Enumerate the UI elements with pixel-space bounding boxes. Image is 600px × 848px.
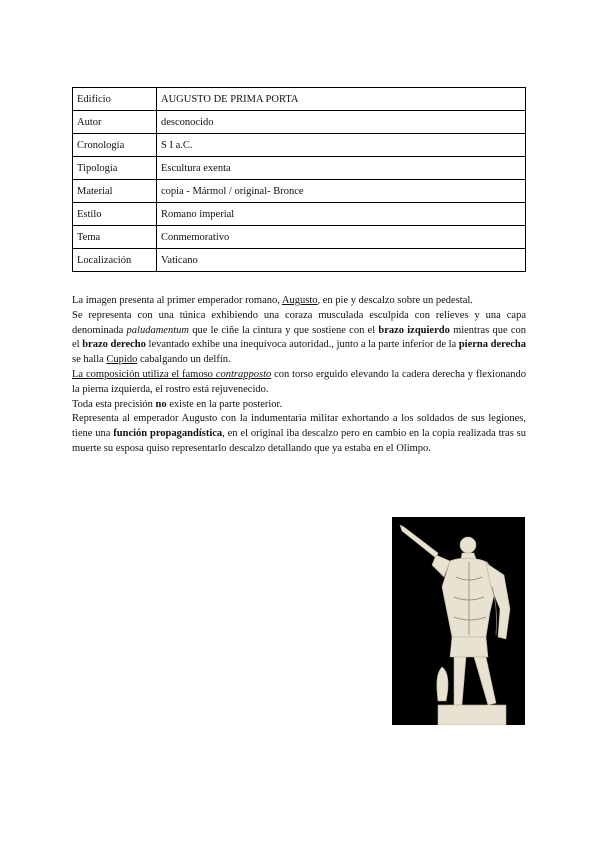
table-key-cell: Tema bbox=[73, 226, 157, 249]
cupido-link[interactable]: Cupido bbox=[106, 354, 138, 366]
term-contrapposto: contrapposto bbox=[215, 368, 272, 380]
text: La imagen presenta al primer emperador romano, bbox=[72, 295, 282, 306]
text: levantado exhibe una inequívoca autoridad., junto a la parte inferior de la bbox=[145, 339, 459, 351]
text: Representa al emperador Augusto con la indumentaria militar exhortando a los soldados de sus legiones, tiene una bbox=[72, 413, 526, 440]
table-value-cell: Vaticano bbox=[157, 249, 526, 272]
table-row bbox=[73, 157, 526, 180]
paragraph-composition bbox=[72, 368, 526, 398]
table-key-cell: Material bbox=[73, 180, 157, 203]
table-value-cell: AUGUSTO DE PRIMA PORTA bbox=[157, 88, 526, 111]
table-value-cell: Conmemorativo bbox=[157, 226, 526, 249]
text: que le ciñe la cintura y que sostiene con el bbox=[188, 324, 379, 336]
text: Toda esta precisión bbox=[72, 398, 156, 410]
table-value-cell: Escultura exenta bbox=[157, 157, 526, 180]
statue-image bbox=[392, 517, 525, 725]
table-row bbox=[73, 180, 526, 203]
link-text: La composición utiliza el famoso bbox=[72, 368, 216, 380]
table-key-cell: Edificio bbox=[73, 88, 157, 111]
bold-no: no bbox=[155, 398, 167, 410]
table-row bbox=[73, 203, 526, 226]
table-row bbox=[73, 134, 526, 157]
table-row bbox=[73, 88, 526, 111]
bold-pierna-derecha: pierna derecha bbox=[458, 339, 527, 351]
bold-brazo-derecho: brazo derecho bbox=[82, 339, 146, 351]
term-paludamentum: paludamentum bbox=[126, 324, 189, 336]
text: cabalgando un delfín. bbox=[137, 354, 231, 366]
body-text bbox=[72, 294, 526, 457]
composition-link[interactable] bbox=[72, 369, 271, 380]
info-table bbox=[72, 87, 526, 272]
paragraph-function bbox=[72, 412, 526, 456]
text: existe en la parte posterior. bbox=[166, 398, 283, 410]
table-key-cell: Cronología bbox=[73, 134, 157, 157]
table-row bbox=[73, 249, 526, 272]
bold-funcion-propagandistica: función propagandística bbox=[113, 428, 223, 440]
table-key-cell: Autor bbox=[73, 111, 157, 134]
table-key-cell: Tipología bbox=[73, 157, 157, 180]
text: , en pie y descalzo sobre un pedestal. bbox=[317, 295, 473, 306]
augusto-link[interactable]: Augusto bbox=[281, 295, 318, 306]
text: se halla bbox=[72, 354, 107, 366]
table-row bbox=[73, 111, 526, 134]
text: Se representa con una túnica exhibiendo una coraza musculada esculpida con relieves y una capa denominada bbox=[72, 309, 526, 336]
paragraph-description bbox=[72, 309, 526, 368]
table-value-cell: S I a.C. bbox=[157, 134, 526, 157]
table-value-cell: desconocido bbox=[157, 111, 526, 134]
table-row bbox=[73, 226, 526, 249]
table-value-cell: copia - Mármol / original- Bronce bbox=[157, 180, 526, 203]
paragraph-precision bbox=[72, 398, 526, 413]
table-key-cell: Estilo bbox=[73, 203, 157, 226]
bold-brazo-izquierdo: brazo izquierdo bbox=[378, 324, 450, 336]
augustus-statue-illustration bbox=[392, 517, 525, 725]
table-value-cell: Romano imperial bbox=[157, 203, 526, 226]
table-key-cell: Localización bbox=[73, 249, 157, 272]
text: , en el original iba descalzo pero en cambio en la copia realizada tras su muerte su esposa quiso representarlo descalzo detallando que ya estaba en el Olimpo. bbox=[72, 428, 526, 454]
text: con torso erguido elevando la cadera derecha y flexionando la pierna izquierda, el rostro está rejuvenecido. bbox=[72, 368, 526, 395]
paragraph-intro bbox=[72, 294, 526, 309]
text: mientras que con el bbox=[72, 324, 526, 351]
